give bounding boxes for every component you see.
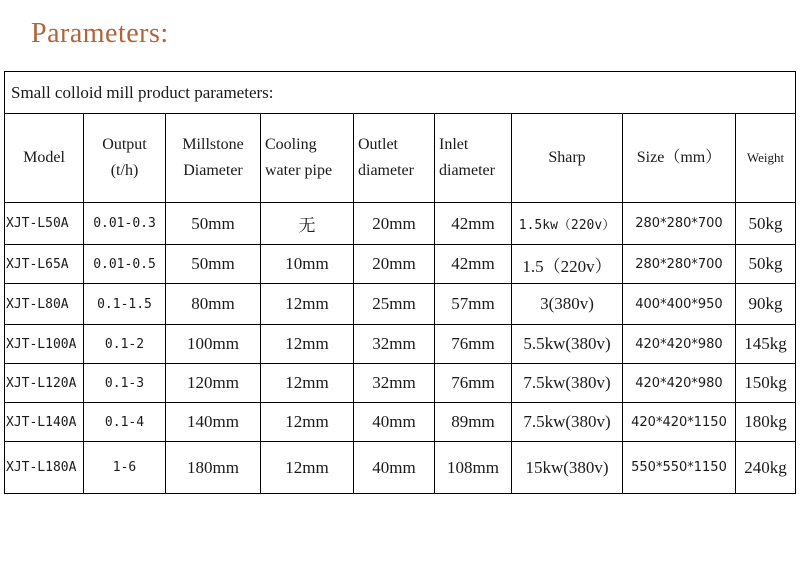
table-row [5,245,796,284]
header-millstone-line2: Diameter [183,162,243,179]
header-cooling-line2: water pipe [265,162,333,179]
cell-sharp: 3(380v) [512,284,623,325]
cell-size: 420*420*980 [623,325,736,364]
table-row [5,364,796,403]
cell-sharp: 1.5（220v） [512,245,623,284]
header-output-line2: (t/h) [110,162,139,179]
cell-outlet: 25mm [354,284,435,325]
cell-weight: 145kg [736,325,796,364]
cell-outlet: 20mm [354,245,435,284]
header-cooling-line1: Cooling [265,136,317,153]
parameters-table [4,71,796,494]
cell-output: 0.1-4 [84,403,166,442]
cell-weight: 50kg [736,203,796,245]
cell-millstone: 100mm [166,325,261,364]
cell-size: 420*420*1150 [623,403,736,442]
header-sharp [512,114,623,203]
cell-model: XJT-L140A [5,403,84,442]
header-row [5,114,796,203]
cell-output: 1-6 [84,442,166,494]
header-weight-label: Weight [746,150,785,165]
cell-cooling: 12mm [261,284,354,325]
header-size-label: Size（mm） [636,149,722,166]
cell-millstone: 120mm [166,364,261,403]
cell-output: 0.1-1.5 [84,284,166,325]
header-output [84,114,166,203]
caption-row [5,72,796,114]
cell-cooling: 10mm [261,245,354,284]
table-row [5,284,796,325]
cell-cooling: 12mm [261,325,354,364]
table-row [5,325,796,364]
page-title: Parameters: [31,18,169,49]
cell-sharp: 5.5kw(380v) [512,325,623,364]
header-inlet [435,114,512,203]
cell-weight: 150kg [736,364,796,403]
header-size [623,114,736,203]
cell-outlet: 40mm [354,403,435,442]
cell-sharp: 15kw(380v) [512,442,623,494]
header-outlet [354,114,435,203]
cell-cooling: 12mm [261,403,354,442]
table-caption: Small colloid mill product parameters: [5,72,796,114]
cell-model: XJT-L120A [5,364,84,403]
cell-weight: 90kg [736,284,796,325]
cell-model: XJT-L50A [5,203,84,245]
header-outlet-line1: Outlet [358,136,398,153]
cell-size: 420*420*980 [623,364,736,403]
cell-size: 400*400*950 [623,284,736,325]
cell-output: 0.01-0.5 [84,245,166,284]
cell-weight: 180kg [736,403,796,442]
header-outlet-line2: diameter [358,162,414,179]
cell-cooling: 12mm [261,364,354,403]
cell-inlet: 89mm [435,403,512,442]
header-inlet-line2: diameter [439,162,495,179]
table-row [5,403,796,442]
cell-model: XJT-L65A [5,245,84,284]
header-cooling [261,114,354,203]
cell-model: XJT-L100A [5,325,84,364]
cell-sharp: 7.5kw(380v) [512,403,623,442]
table-row [5,203,796,245]
cell-millstone: 180mm [166,442,261,494]
cell-model: XJT-L80A [5,284,84,325]
cell-sharp: 7.5kw(380v) [512,364,623,403]
cell-sharp: 1.5kw（220v） [512,203,623,245]
cell-millstone: 50mm [166,245,261,284]
cell-inlet: 76mm [435,325,512,364]
table-row [5,442,796,494]
cell-outlet: 40mm [354,442,435,494]
header-model [5,114,84,203]
header-millstone [166,114,261,203]
cell-output: 0.1-2 [84,325,166,364]
cell-cooling: 12mm [261,442,354,494]
cell-model: XJT-L180A [5,442,84,494]
cell-inlet: 57mm [435,284,512,325]
cell-outlet: 32mm [354,364,435,403]
cell-millstone: 50mm [166,203,261,245]
cell-output: 0.01-0.3 [84,203,166,245]
header-output-line1: Output [102,136,147,153]
header-model-label: Model [23,149,65,166]
cell-inlet: 42mm [435,245,512,284]
cell-outlet: 20mm [354,203,435,245]
header-sharp-label: Sharp [548,149,586,166]
cell-weight: 50kg [736,245,796,284]
header-inlet-line1: Inlet [439,136,469,153]
cell-weight: 240kg [736,442,796,494]
cell-size: 280*280*700 [623,203,736,245]
cell-size: 550*550*1150 [623,442,736,494]
cell-inlet: 42mm [435,203,512,245]
header-weight [736,114,796,203]
cell-size: 280*280*700 [623,245,736,284]
cell-inlet: 76mm [435,364,512,403]
cell-output: 0.1-3 [84,364,166,403]
cell-cooling: 无 [261,203,354,245]
cell-inlet: 108mm [435,442,512,494]
header-millstone-line1: Millstone [182,136,244,153]
cell-millstone: 140mm [166,403,261,442]
cell-outlet: 32mm [354,325,435,364]
cell-millstone: 80mm [166,284,261,325]
